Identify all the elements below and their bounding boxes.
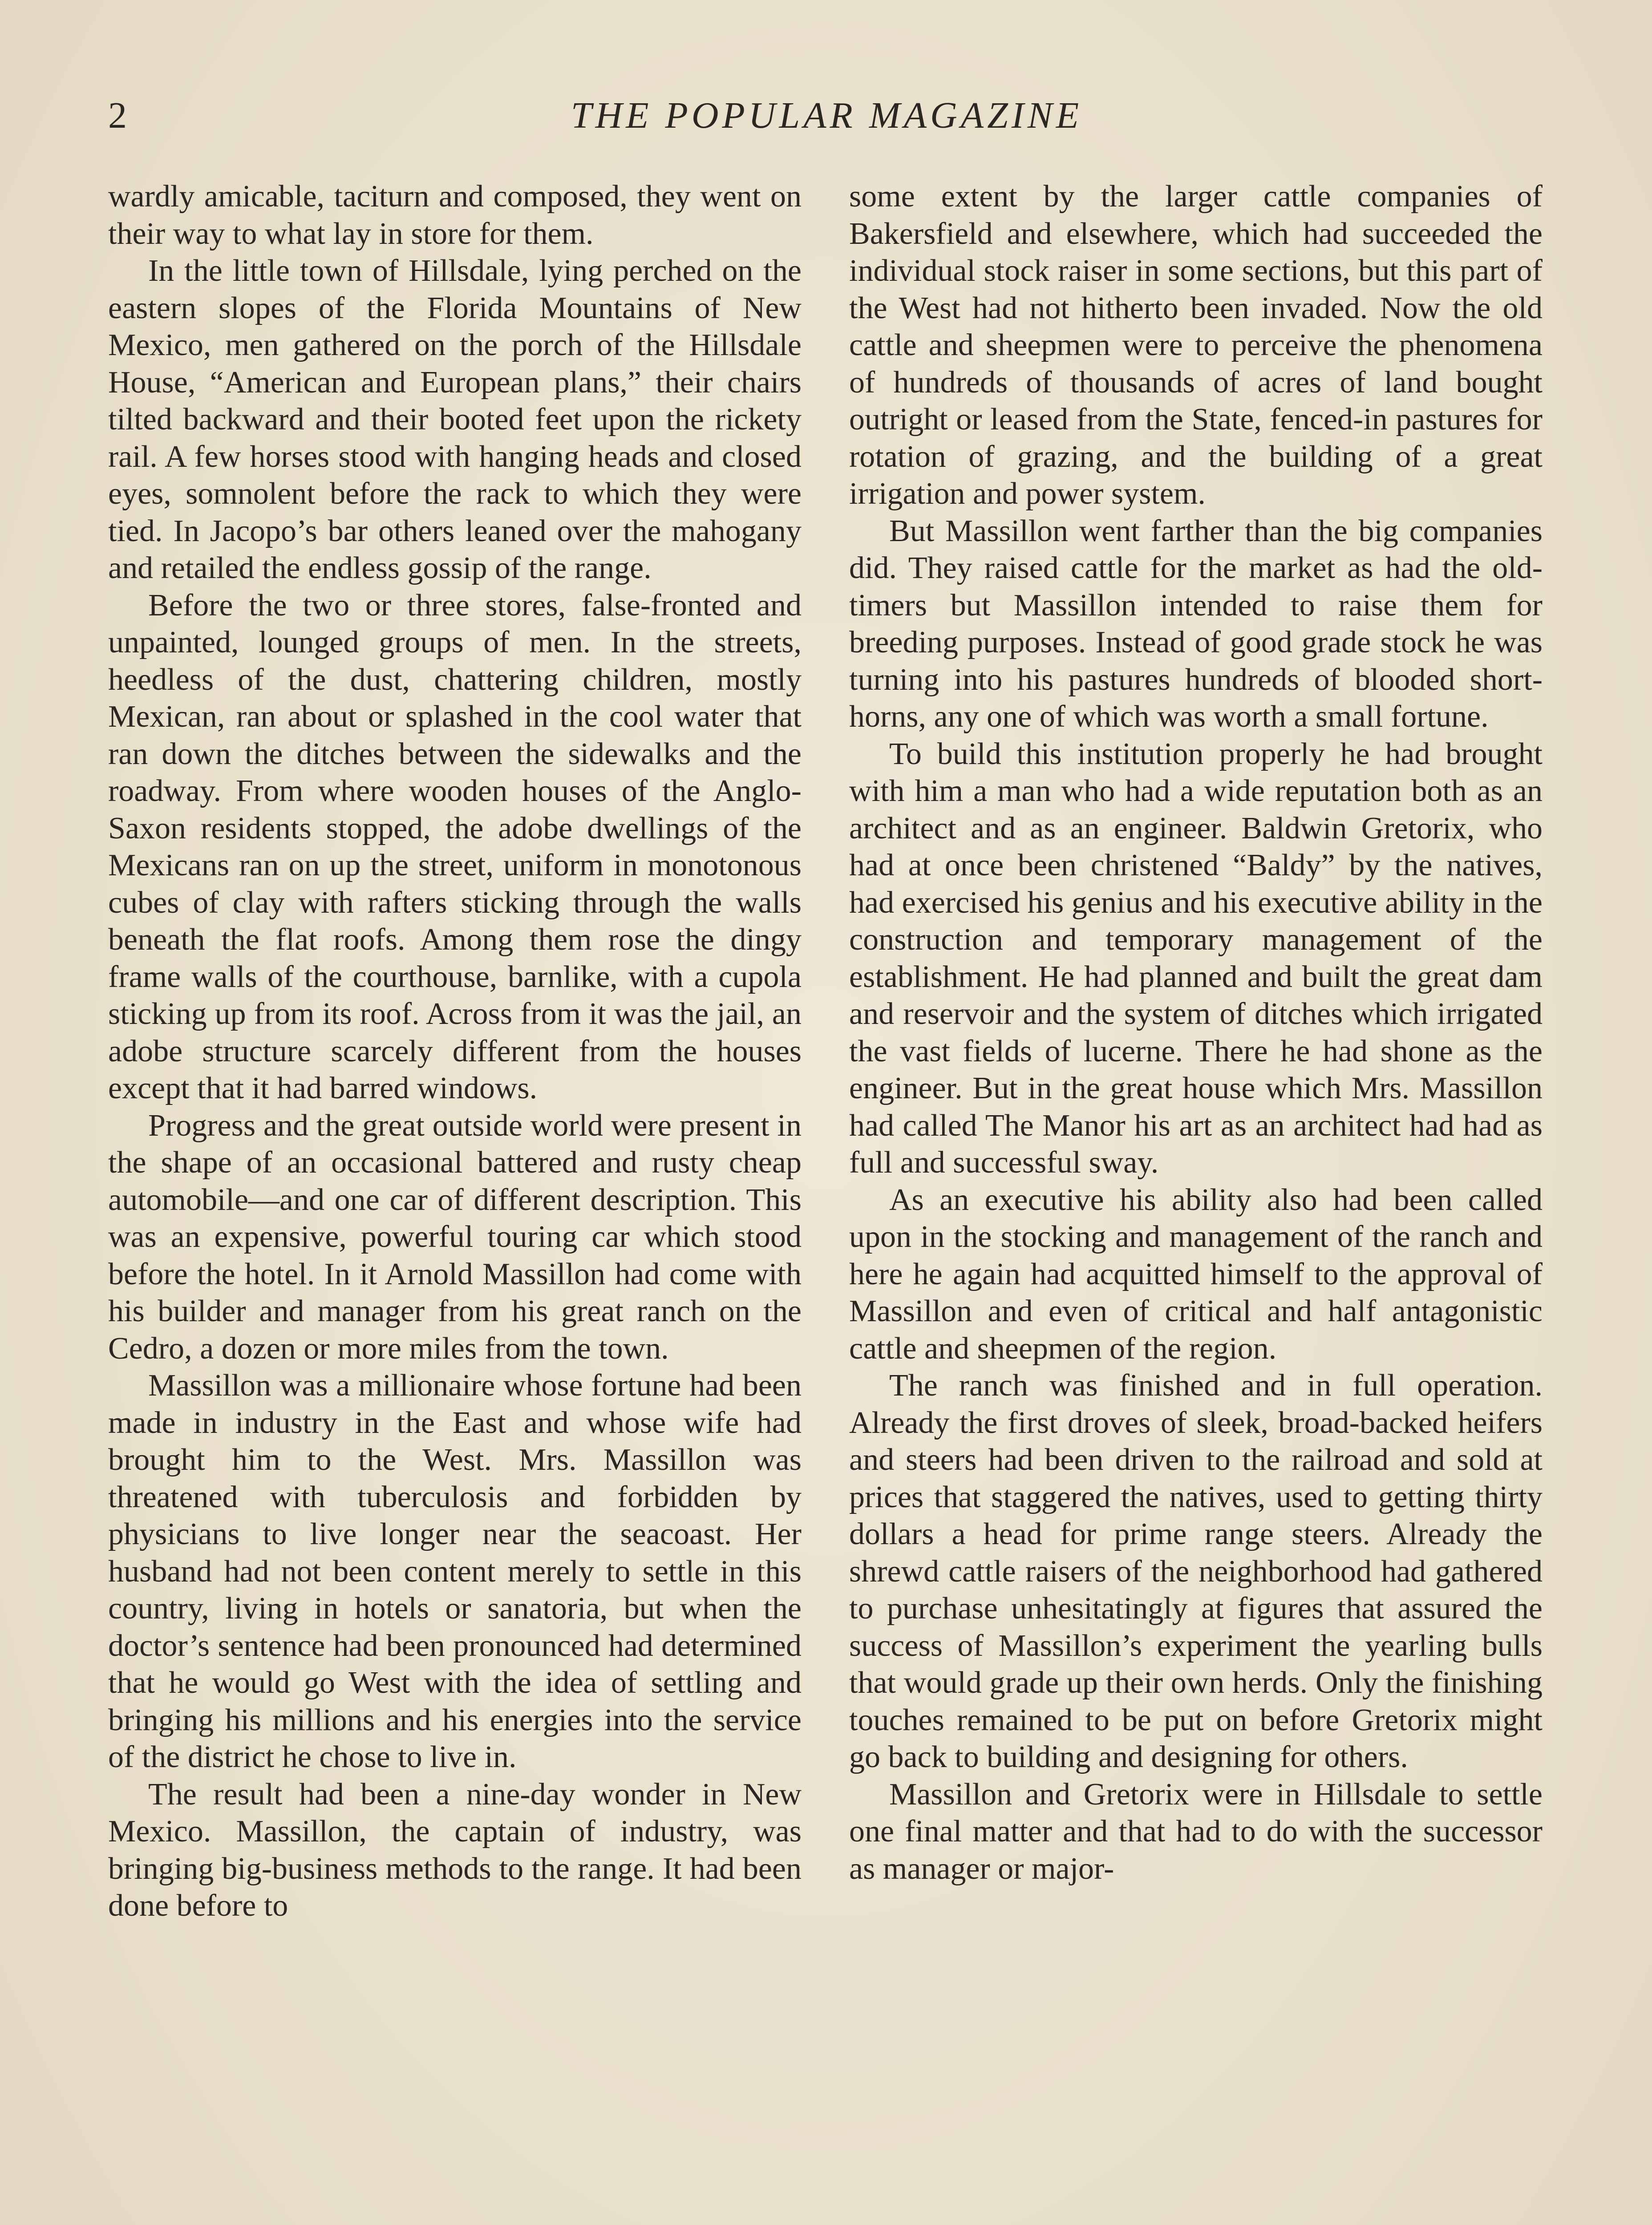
paragraph: As an executive his ability also had been called upon in the stocking and management of the ranch and here he again had acquitted himself to the approval of Massillon and even of critical and half antagonistic cattle and sheepmen of the region. [849, 1182, 1543, 1366]
paragraph: Before the two or three stores, false-fronted and unpainted, lounged groups of men. In the streets, heedless of the dust, chattering children, mostly Mexican, ran about or splashed in the cool water that ran down the ditches between the sidewalks and the roadway. From where wooden houses of the Anglo-Saxon residents stopped, the adobe dwellings of the Mexicans ran on up the street, uniform in monotonous cubes of clay with rafters sticking through the walls beneath the flat roofs. Among them rose the dingy frame walls of the courthouse, barnlike, with a cupola sticking up from its roof. Across from it was the jail, an adobe structure scarcely different from the houses except that it had barred windows. [108, 588, 802, 1105]
paragraph: To build this institution properly he had brought with him a man who had a wide reputation both as an architect and as an engineer. Baldwin Gretorix, who had at once been christened “Baldy” by the natives, had exercised his genius and his executive ability in the construction and temporary management of the establishment. He had planned and built the great dam and reservoir and the system of ditches which irrigated the vast fields of lucerne. There he had shone as the engineer. But in the great house which Mrs. Massillon had called The Manor his art as an architect had had as full and successful sway. [849, 736, 1543, 1180]
left-text-column [108, 178, 802, 1925]
right-text-column [849, 178, 1543, 1887]
paragraph: some extent by the larger cattle companies of Bakersfield and elsewhere, which had succeeded the individual stock raiser in some sections, but this part of the West had not hitherto been invaded. Now the old cattle and sheepmen were to perceive the phenomena of hundreds of thousands of acres of land bought outright or leased from the State, fenced-in pastures for rotation of grazing, and the building of a great irrigation and power system. [849, 179, 1543, 511]
paragraph: Progress and the great outside world were present in the shape of an occasional battered and rusty cheap automobile—and one car of different description. This was an expensive, powerful touring car which stood before the hotel. In it Arnold Massillon had come with his builder and manager from his great ranch on the Cedro, a dozen or more miles from the town. [108, 1108, 802, 1366]
paragraph: But Massillon went farther than the big companies did. They raised cattle for the market as had the old-timers but Massillon intended to raise them for breeding purposes. Instead of good grade stock he was turning into his pastures hundreds of blooded shorthorns, any one of which was worth a small fortune. [849, 514, 1543, 734]
paragraph: Massillon was a millionaire whose fortune had been made in industry in the East and whose wife had brought him to the West. Mrs. Massillon was threatened with tuberculosis and forbidden by physicians to live longer near the seacoast. Her husband had not been content merely to settle in this country, living in hotels or sanatoria, but when the doctor’s sentence had been pronounced had determined that he would go West with the idea of settling and bringing his millions and his energies into the service of the district he chose to live in. [108, 1368, 802, 1774]
paragraph: The result had been a nine-day wonder in New Mexico. Massillon, the captain of industry, was bringing big-business methods to the range. It had been done before to [108, 1777, 802, 1923]
page-header [108, 91, 1545, 140]
page-number: 2 [108, 95, 127, 136]
paragraph: The ranch was finished and in full operation. Already the first droves of sleek, broad-backed heifers and steers had been driven to the railroad and sold at prices that staggered the natives, used to getting thirty dollars a head for prime range steers. Already the shrewd cattle raisers of the neighborhood had gathered to purchase unhesitatingly at figures that assured the success of Massillon’s experiment the yearling bulls that would grade up their own herds. Only the finishing touches remained to be put on before Gretorix might go back to building and designing for others. [849, 1368, 1543, 1774]
paragraph: wardly amicable, taciturn and composed, they went on their way to what lay in store for them. [108, 179, 802, 251]
paragraph: Massillon and Gretorix were in Hillsdale to settle one final matter and that had to do with the successor as manager or major- [849, 1777, 1543, 1886]
paragraph: In the little town of Hillsdale, lying perched on the eastern slopes of the Florida Mountains of New Mexico, men gathered on the porch of the Hillsdale House, “American and European plans,” their chairs tilted backward and their booted feet upon the rickety rail. A few horses stood with hanging heads and closed eyes, somnolent before the rack to which they were tied. In Jacopo’s bar others leaned over the mahogany and retailed the endless gossip of the range. [108, 254, 802, 585]
running-title: THE POPULAR MAGAZINE [571, 95, 1083, 136]
